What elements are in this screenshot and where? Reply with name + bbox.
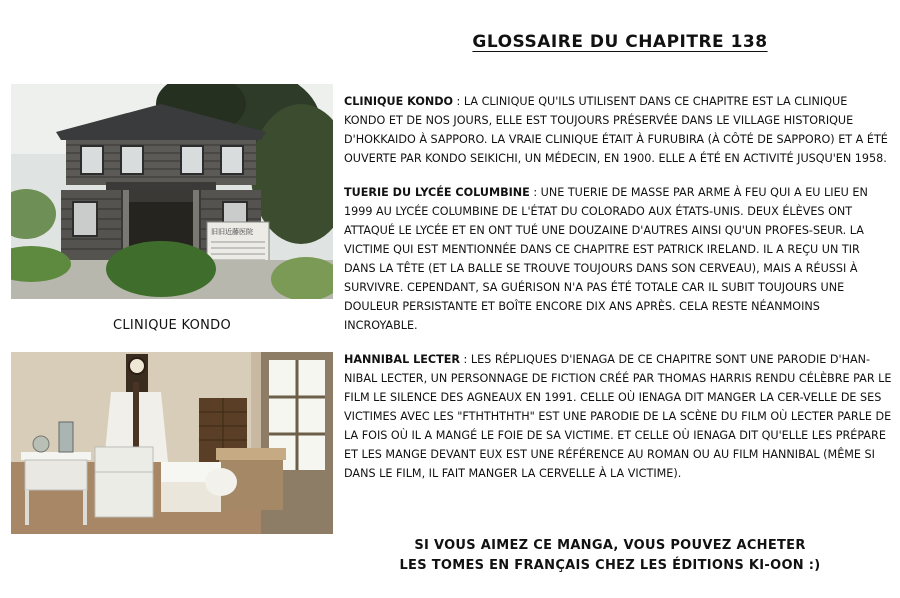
entry-term: CLINIQUE KONDO <box>344 95 453 108</box>
promo-message <box>360 536 860 576</box>
promo-line-1: SI VOUS AIMEZ CE MANGA, VOUS POUVEZ ACHETER <box>414 538 806 553</box>
entry-text: : LA CLINIQUE QU'ILS UTILISENT DANS CE CHAPITRE EST LA CLINIQUE KONDO ET DE NOS JOURS, ELLE EST TOUJOURS PRÉSERVÉE DANS LE VILLAGE HISTORIQUE D'HOKKAIDO À SAPPORO. LA VRAIE CLINIQUE ÉTAIT À FURUBIRA (À CÔTÉ DE SAPPORO) ET A ÉTÉ OUVERTE PAR KONDO SEIKICHI, UN MÉDECIN, EN 1900. ELLE A ÉTÉ EN ACTIVITÉ JUSQU'EN 1958. <box>344 95 888 165</box>
glossary-entry-columbine <box>344 183 892 335</box>
glossary-entry-kondo <box>344 92 892 168</box>
clinic-interior-photo <box>11 352 333 534</box>
clinic-photo-caption: CLINIQUE KONDO <box>112 318 232 333</box>
glossary-entries <box>344 92 892 498</box>
promo-line-2: LES TOMES EN FRANÇAIS CHEZ LES ÉDITIONS KI-OON :) <box>399 558 821 573</box>
sign-text: 旧旧近藤医院 <box>211 228 253 236</box>
entry-term: HANNIBAL LECTER <box>344 353 460 366</box>
page-title: GLOSSAIRE DU CHAPITRE 138 <box>472 32 768 52</box>
entry-text: : UNE TUERIE DE MASSE PAR ARME À FEU QUI A EU LIEU EN 1999 AU LYCÉE COLUMBINE DE L'ÉTAT DU COLORADO AUX ÉTATS-UNIS. DEUX ÉLÈVES ONT ATTAQUÉ LE LYCÉE ET EN ONT TUÉ UNE DOUZAINE D'AUTRES AINSI QU'UN PROFES-SEUR. LA VICTIME QUI EST MENTIONNÉE DANS CE CHAPITRE EST PATRICK IRELAND. IL A REÇU UN TIR DANS LA TÊTE (ET LA BALLE SE TROUVE TOUJOURS DANS SON CERVEAU), MAIS A RÉUSSI À SURVIVRE. CEPENDANT, SA GUÉRISON N'A PAS ÉTÉ TOTALE CAR IL SUBIT TOUJOURS UNE DOULEUR PERSISTANTE ET BOÎTE ENCORE DIX ANS APRÈS. CELA RESTE NÉANMOINS INCROYABLE. <box>344 186 868 332</box>
clinic-exterior-photo <box>11 84 333 299</box>
glossary-entry-lecter <box>344 350 892 483</box>
entry-term: TUERIE DU LYCÉE COLUMBINE <box>344 186 530 199</box>
entry-text: : LES RÉPLIQUES D'IENAGA DE CE CHAPITRE SONT UNE PARODIE D'HAN-NIBAL LECTER, UN PERSONNAGE DE FICTION CRÉÉ PAR THOMAS HARRIS RENDU CÉLÈBRE PAR LE FILM LE SILENCE DES AGNEAUX EN 1991. CELLE OÙ IENAGA DIT MANGER LA CER-VELLE DE SES VICTIMES AVEC LES "FTHTHTHTH" EST UNE PARODIE DE LA SCÈNE DU FILM OÙ LECTER PARLE DE LA FOIS OÙ IL A MANGÉ LE FOIE DE SA VICTIME. ET CELLE OÙ IENAGA DIT QU'ELLE LES PRÉPARE ET LES MANGE DEVANT EUX EST UNE RÉFÉRENCE AU ROMAN OU AU FILM HANNIBAL (MÊME SI DANS LE FILM, IL FAIT MANGER LA CERVELLE À LA VICTIME). <box>344 353 892 480</box>
